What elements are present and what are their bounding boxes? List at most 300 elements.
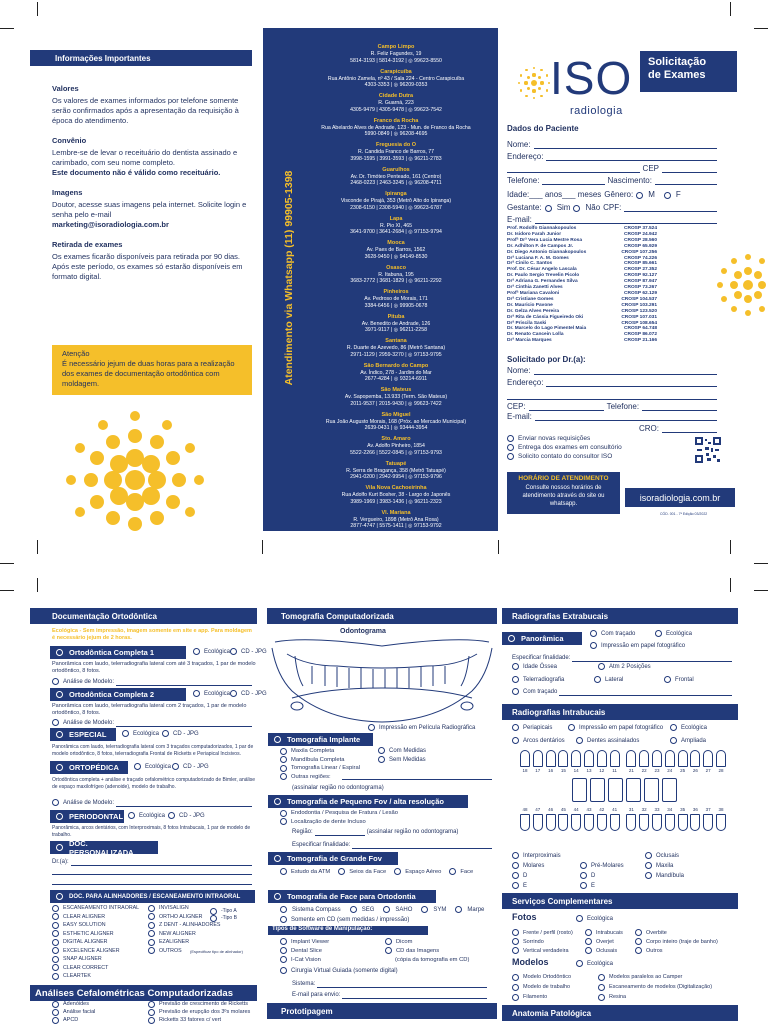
alinhadores-radio[interactable] <box>56 893 63 900</box>
option-radio[interactable] <box>280 773 287 780</box>
option-item[interactable] <box>280 946 380 955</box>
tooth-icon[interactable] <box>639 750 649 767</box>
unit-address: R. Candida Franco de Barros, 77 <box>357 149 435 155</box>
compass-radio[interactable] <box>280 906 287 913</box>
endereco-field[interactable] <box>546 152 717 161</box>
molares-radio[interactable] <box>512 862 519 869</box>
option-radio[interactable] <box>52 930 59 937</box>
unit-phones: 2877-4747 | 5575-1411 | ◎ 97153-9792 <box>350 523 442 529</box>
option-radio[interactable] <box>148 1009 155 1016</box>
option-radio[interactable] <box>148 1017 155 1024</box>
analise3-radio[interactable] <box>52 799 59 806</box>
tooth-icon[interactable] <box>546 814 556 831</box>
option-radio[interactable] <box>512 974 519 981</box>
molar-e-radio[interactable] <box>512 882 519 889</box>
option-label: Filamento <box>523 994 548 1000</box>
dot <box>527 76 530 79</box>
pano-eco-radio[interactable] <box>655 630 662 637</box>
option-item[interactable] <box>280 937 380 946</box>
sym-radio[interactable] <box>421 906 428 913</box>
option-item[interactable] <box>52 964 147 973</box>
option-item[interactable] <box>598 982 738 992</box>
completa2-cd-radio[interactable] <box>230 690 237 697</box>
tele-tracado-radio[interactable] <box>512 688 519 695</box>
periodontal-radio[interactable] <box>56 813 63 820</box>
option-radio[interactable] <box>338 868 345 875</box>
completa2-pill[interactable] <box>50 688 186 701</box>
req-endereco-field[interactable] <box>546 378 717 387</box>
tipo-options <box>210 908 237 922</box>
option-radio[interactable] <box>512 984 519 991</box>
option-item[interactable] <box>52 972 147 981</box>
prototipagem-header: Prototipagem <box>267 1003 497 1019</box>
periapicais-radio[interactable] <box>512 724 519 731</box>
tooth-icon[interactable] <box>584 750 594 767</box>
req-telefone-field[interactable] <box>642 402 717 411</box>
tooth-icon[interactable] <box>533 814 543 831</box>
option-item[interactable] <box>52 921 147 930</box>
option-item[interactable] <box>585 928 635 937</box>
unit-item <box>306 338 486 363</box>
option-radio[interactable] <box>280 938 287 945</box>
tooth-icon[interactable] <box>626 750 636 767</box>
ampliada-radio[interactable] <box>670 737 677 744</box>
ortopedica-eco-radio[interactable] <box>134 763 141 770</box>
maxila-radio[interactable] <box>645 862 652 869</box>
tele-tracado-field[interactable] <box>559 687 732 696</box>
option-radio[interactable] <box>280 748 287 755</box>
arch-block-icon[interactable] <box>572 778 587 802</box>
nome-field[interactable] <box>534 140 717 149</box>
grande-radio[interactable] <box>274 855 281 862</box>
premolar-d-radio[interactable] <box>580 872 587 879</box>
option-radio[interactable] <box>512 947 519 954</box>
option-radio[interactable] <box>512 938 519 945</box>
tooth-number: 35 <box>680 807 686 812</box>
tooth-icon[interactable] <box>597 814 607 831</box>
tipo-a-radio[interactable] <box>210 908 217 915</box>
option-radio[interactable] <box>52 939 59 946</box>
option-radio[interactable] <box>512 929 519 936</box>
option-radio[interactable] <box>635 938 642 945</box>
option-item[interactable] <box>635 946 740 955</box>
tooth-number: 28 <box>718 768 724 773</box>
req-cep-field[interactable] <box>529 402 604 411</box>
arch-block-icon[interactable] <box>644 778 659 802</box>
req-opt2-radio[interactable] <box>507 444 514 451</box>
option-radio[interactable] <box>394 868 401 875</box>
intra-impressao-radio[interactable] <box>568 724 575 731</box>
req-cro-field[interactable] <box>662 424 717 433</box>
option-item[interactable] <box>148 930 258 939</box>
grande-option[interactable] <box>280 868 330 875</box>
req-email-field[interactable] <box>535 412 717 421</box>
option-radio[interactable] <box>280 868 287 875</box>
panoramica-radio[interactable] <box>508 635 515 642</box>
option-item[interactable] <box>148 938 258 947</box>
gestante-sim-radio[interactable] <box>545 205 552 212</box>
panoramica-pill[interactable] <box>502 632 582 645</box>
arch-block-icon[interactable] <box>626 778 641 802</box>
option-item[interactable] <box>385 937 495 946</box>
telefone-field[interactable] <box>542 176 604 185</box>
option-item[interactable] <box>512 928 587 937</box>
arch-block-icon[interactable] <box>590 778 605 802</box>
req-nome-field[interactable] <box>534 366 717 375</box>
requester-title: Solicitado por Dr.(a): <box>507 355 586 364</box>
cep-label: CEP <box>642 164 659 173</box>
frontal-radio[interactable] <box>664 676 671 683</box>
option-item[interactable] <box>512 946 587 955</box>
tooth-icon[interactable] <box>716 814 726 831</box>
edition-code: CÓD. 001 - 7ª Edição 03/2022 <box>660 512 708 516</box>
saho-radio[interactable] <box>383 906 390 913</box>
completa2-desc: Panorâmica com laudo, telerradiografia lateral com 2 traçados, 1 par de modelo ortodôntico, 8 fotos. <box>52 703 247 716</box>
option-item[interactable] <box>512 972 597 982</box>
com-medidas-radio[interactable] <box>378 747 385 754</box>
personalizada-dr-field[interactable] <box>71 857 252 866</box>
option-item[interactable] <box>52 913 147 922</box>
pano-impressao-radio[interactable] <box>590 642 597 649</box>
tooth-icon[interactable] <box>610 814 620 831</box>
gestante-nao-radio[interactable] <box>573 205 580 212</box>
option-item[interactable] <box>148 921 258 930</box>
option-radio[interactable] <box>148 1001 155 1008</box>
outras-regioes-field[interactable] <box>342 779 492 780</box>
analise1-field[interactable] <box>116 677 252 686</box>
option-item[interactable] <box>52 1008 142 1016</box>
marpe-radio[interactable] <box>455 906 462 913</box>
completa1-label: Ortodôntica Completa 1 <box>69 648 155 657</box>
analise1-radio[interactable] <box>52 678 59 685</box>
tooth-icon[interactable] <box>626 814 636 831</box>
option-item[interactable] <box>52 947 147 956</box>
d-label: D <box>591 872 596 879</box>
whatsapp-text[interactable]: Atendimento via Whatsapp (11) 99905-1398 <box>283 170 295 386</box>
option-item[interactable] <box>148 913 258 922</box>
email-field[interactable] <box>535 215 717 224</box>
option-radio[interactable] <box>385 938 392 945</box>
option-radio[interactable] <box>585 938 592 945</box>
dot <box>540 69 542 71</box>
option-radio[interactable] <box>52 947 59 954</box>
premolar-e-radio[interactable] <box>580 882 587 889</box>
option-radio[interactable] <box>52 1017 59 1024</box>
tooth-icon[interactable] <box>597 750 607 767</box>
sistema-field[interactable] <box>317 979 487 988</box>
option-item[interactable] <box>52 1016 142 1024</box>
option-item[interactable] <box>148 1016 263 1024</box>
atencao-box <box>52 345 252 395</box>
option-item[interactable] <box>512 992 597 1002</box>
software-col2 <box>385 937 495 964</box>
mandibula-radio[interactable] <box>645 872 652 879</box>
option-radio[interactable] <box>635 947 642 954</box>
arch-block-icon[interactable] <box>662 778 677 802</box>
site-link[interactable]: isoradiologia.com.br <box>625 488 735 507</box>
option-item[interactable] <box>280 747 380 756</box>
grande-option[interactable] <box>338 868 386 875</box>
unit-name: Santana <box>385 338 407 344</box>
implante-radio[interactable] <box>274 736 281 743</box>
alinhadores-pill[interactable] <box>50 890 255 903</box>
doctor-name: Drª Cristiane Gomes <box>507 296 554 302</box>
tooth-icon[interactable] <box>520 750 530 767</box>
endereco-field-2[interactable] <box>507 164 640 173</box>
tooth-icon[interactable] <box>639 814 649 831</box>
option-radio[interactable] <box>148 905 155 912</box>
option-radio[interactable] <box>52 1001 59 1008</box>
pequeno-radio[interactable] <box>274 798 281 805</box>
face-orto-label: Tomografia de Face para Ortodontia <box>287 892 416 901</box>
odontograma-skull-diagram[interactable] <box>267 636 497 726</box>
option-radio[interactable] <box>52 956 59 963</box>
pequeno-pill[interactable] <box>268 795 468 808</box>
regiao-field[interactable] <box>315 827 365 836</box>
periodontal-cd-radio[interactable] <box>168 812 175 819</box>
option-radio[interactable] <box>52 973 59 980</box>
tooth-icon[interactable] <box>690 750 700 767</box>
unit-address: R. Guarná, 223 <box>378 100 414 106</box>
option-radio[interactable] <box>598 984 605 991</box>
tipo-b-option[interactable] <box>210 915 237 922</box>
tooth-icon[interactable] <box>703 750 713 767</box>
completa1-cd-radio[interactable] <box>230 648 237 655</box>
ortopedica-radio[interactable] <box>56 764 63 771</box>
option-item[interactable] <box>585 946 635 955</box>
unit-address: Av. Adolfo Pinheiro, 1854 <box>367 443 425 449</box>
analise2-field[interactable] <box>116 718 252 727</box>
sem-medidas-radio[interactable] <box>378 756 385 763</box>
pre-molares-radio[interactable] <box>580 862 587 869</box>
tooth-icon[interactable] <box>678 750 688 767</box>
req-opt3-radio[interactable] <box>507 453 514 460</box>
option-item[interactable] <box>280 764 380 773</box>
unit-address: Av. Índico, 278 - Jardim do Mar <box>360 369 432 376</box>
implante-pill[interactable] <box>268 733 373 746</box>
email-envio-label: E-mail para envio: <box>292 991 341 998</box>
option-radio[interactable] <box>148 913 155 920</box>
personalizada-radio[interactable] <box>56 844 63 851</box>
crop-mark <box>754 590 768 591</box>
tooth-icon[interactable] <box>665 750 675 767</box>
atm2-radio[interactable] <box>598 663 605 670</box>
grande-pill[interactable] <box>268 852 398 865</box>
completa1-eco-radio[interactable] <box>193 648 200 655</box>
grande-option[interactable] <box>449 868 473 875</box>
option-item[interactable] <box>52 938 147 947</box>
interproximais-radio[interactable] <box>512 852 519 859</box>
option-item[interactable] <box>52 930 147 939</box>
option-radio[interactable] <box>598 994 605 1001</box>
completa1-pill[interactable] <box>50 646 186 659</box>
lateral-radio[interactable] <box>594 676 601 683</box>
option-radio[interactable] <box>449 868 456 875</box>
option-item[interactable] <box>52 955 147 964</box>
option-item[interactable] <box>598 992 738 1002</box>
option-item[interactable] <box>585 937 635 946</box>
modelos-eco-radio[interactable] <box>576 960 583 967</box>
option-radio[interactable] <box>385 947 392 954</box>
option-item[interactable] <box>148 904 258 913</box>
assinalar-note: (assinalar região no odontograma) <box>292 785 384 791</box>
option-radio[interactable] <box>585 929 592 936</box>
option-item[interactable] <box>635 928 740 937</box>
molar-d-radio[interactable] <box>512 872 519 879</box>
tooth-icon[interactable] <box>571 814 581 831</box>
option-item[interactable] <box>635 937 740 946</box>
tooth-icon[interactable] <box>703 814 713 831</box>
option-radio[interactable] <box>280 756 287 763</box>
especial-cd-radio[interactable] <box>162 730 169 737</box>
genero-f-radio[interactable] <box>664 192 671 199</box>
logo <box>510 52 633 120</box>
option-item[interactable] <box>385 946 495 955</box>
fotos-title: Fotos <box>512 912 537 922</box>
tooth-icon[interactable] <box>610 750 620 767</box>
tooth-icon[interactable] <box>533 750 543 767</box>
seg-radio[interactable] <box>350 906 357 913</box>
unit-item <box>306 93 486 118</box>
analise3-field[interactable] <box>116 798 252 807</box>
tooth-icon[interactable] <box>546 750 556 767</box>
face-orto-pill[interactable] <box>268 890 436 903</box>
face-orto-radio[interactable] <box>274 893 281 900</box>
option-radio[interactable] <box>52 913 59 920</box>
personalizada-pill[interactable] <box>50 838 158 857</box>
tooth-icon[interactable] <box>690 814 700 831</box>
ortopedica-cd-radio[interactable] <box>172 763 179 770</box>
tooth-icon[interactable] <box>558 814 568 831</box>
option-item[interactable] <box>512 937 587 946</box>
option-radio[interactable] <box>598 974 605 981</box>
email-envio-field[interactable] <box>342 990 487 999</box>
impressao-pelicula-radio[interactable] <box>368 724 375 731</box>
option-radio[interactable] <box>280 947 287 954</box>
option-radio[interactable] <box>148 922 155 929</box>
completa2-radio[interactable] <box>56 691 63 698</box>
tooth-icon[interactable] <box>584 814 594 831</box>
extra-especificar-field[interactable] <box>572 653 732 662</box>
analise2-radio[interactable] <box>52 719 59 726</box>
option-item[interactable] <box>148 1000 263 1008</box>
tooth-icon[interactable] <box>678 814 688 831</box>
option-radio[interactable] <box>280 810 287 817</box>
oclusais-radio[interactable] <box>645 852 652 859</box>
option-radio[interactable] <box>280 956 287 963</box>
option-radio[interactable] <box>148 930 155 937</box>
option-item[interactable] <box>280 756 380 765</box>
option-radio[interactable] <box>148 939 155 946</box>
personalizada-line[interactable] <box>52 884 252 885</box>
req-endereco-field-2[interactable] <box>507 391 717 400</box>
tipo-a-option[interactable] <box>210 908 237 915</box>
unit-name: Sto. Amaro <box>381 436 411 442</box>
cep-field[interactable] <box>662 164 717 173</box>
tipo-b-radio[interactable] <box>210 915 217 922</box>
personalizada-line[interactable] <box>52 874 252 875</box>
idade-ossea-radio[interactable] <box>512 663 519 670</box>
pano-tracado-radio[interactable] <box>590 630 597 637</box>
tele-radio[interactable] <box>512 676 519 683</box>
especificar-field[interactable] <box>352 840 492 849</box>
arch-block-icon[interactable] <box>608 778 623 802</box>
grande-option[interactable] <box>394 868 441 875</box>
unit-phones: 2011-9537 | 2015-9430 | ◎ 99623-7422 <box>350 400 442 407</box>
tooth-icon[interactable] <box>665 814 675 831</box>
convenio-title: Convênio <box>52 136 87 145</box>
option-radio[interactable] <box>280 765 287 772</box>
ortopedica-pill[interactable] <box>50 761 128 774</box>
especial-eco-radio[interactable] <box>122 730 129 737</box>
dot <box>759 258 765 264</box>
option-item[interactable] <box>52 1000 142 1008</box>
periodontal-pill[interactable] <box>50 810 124 823</box>
fotos-eco-radio[interactable] <box>576 915 583 922</box>
tooth-icon[interactable] <box>652 750 662 767</box>
dot <box>532 89 535 92</box>
option-radio[interactable] <box>512 994 519 1001</box>
pano-tracado-label: Com traçado <box>601 630 636 637</box>
intra-eco-radio[interactable] <box>670 724 677 731</box>
genero-m-radio[interactable] <box>636 192 643 199</box>
tooth-icon[interactable] <box>716 750 726 767</box>
tooth-icon[interactable] <box>520 814 530 831</box>
option-item[interactable] <box>52 904 147 913</box>
tooth-icon[interactable] <box>571 750 581 767</box>
completa2-eco-radio[interactable] <box>193 690 200 697</box>
periodontal-eco-radio[interactable] <box>128 812 135 819</box>
option-label: Vertical verdadeira <box>523 947 569 954</box>
req-opt1-radio[interactable] <box>507 435 514 442</box>
arcos-radio[interactable] <box>512 737 519 744</box>
cirurgia-radio[interactable] <box>280 967 287 974</box>
cpf-field[interactable] <box>624 203 717 212</box>
option-radio[interactable] <box>635 929 642 936</box>
somente-cd-radio[interactable] <box>280 916 287 923</box>
option-radio[interactable] <box>148 947 155 954</box>
tooth-icon[interactable] <box>652 814 662 831</box>
especial-radio[interactable] <box>56 731 63 738</box>
doctor-row <box>507 338 657 344</box>
especial-pill[interactable] <box>50 728 116 741</box>
completa1-desc: Panorâmica com laudo, telerradiografia lateral com até 3 traçados, 1 par de modelo ortodôntico, 8 fotos. <box>52 661 256 674</box>
imagens-email-link[interactable]: marketing@isoradiologia.com.br <box>52 220 169 229</box>
dot <box>185 443 195 453</box>
option-radio[interactable] <box>52 1009 59 1016</box>
option-radio[interactable] <box>585 947 592 954</box>
option-radio[interactable] <box>52 922 59 929</box>
option-item[interactable] <box>280 818 490 827</box>
option-radio[interactable] <box>280 818 287 825</box>
tooth-number: 25 <box>680 768 686 773</box>
option-item[interactable] <box>280 955 380 964</box>
sistema-label: Sistema: <box>292 980 316 987</box>
completa1-radio[interactable] <box>56 649 63 656</box>
option-radio[interactable] <box>52 964 59 971</box>
tooth-number: 45 <box>560 807 566 812</box>
tooth-icon[interactable] <box>558 750 568 767</box>
doctor-cro: CROSP 85.661 <box>624 261 657 267</box>
option-item[interactable] <box>280 809 490 818</box>
dentes-radio[interactable] <box>576 737 583 744</box>
option-item[interactable] <box>512 982 597 992</box>
option-radio[interactable] <box>52 905 59 912</box>
idade-field[interactable]: Idade:___ anos___ meses <box>507 190 602 199</box>
option-item[interactable] <box>148 1008 263 1016</box>
option-item[interactable] <box>598 972 738 982</box>
nascimento-field[interactable] <box>655 176 717 185</box>
